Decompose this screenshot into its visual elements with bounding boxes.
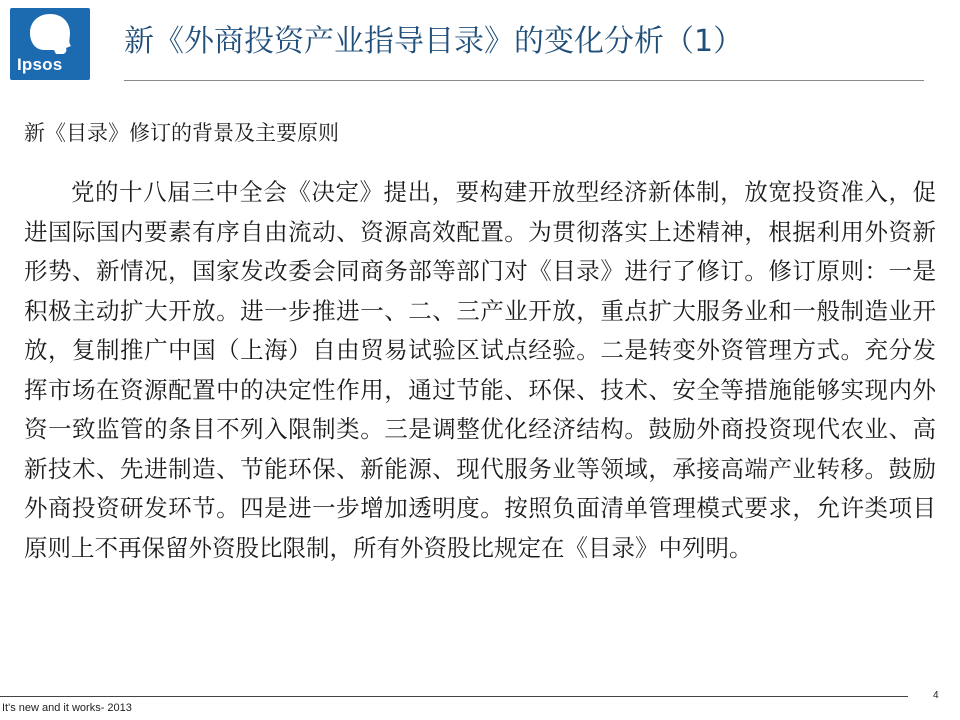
page-title: 新《外商投资产业指导目录》的变化分析（1）	[124, 24, 744, 59]
ipsos-logo	[10, 8, 90, 80]
title-divider	[124, 80, 924, 81]
section-heading: 新《目录》修订的背景及主要原则	[24, 121, 339, 145]
body-paragraph: 党的十八届三中全会《决定》提出，要构建开放型经济新体制，放宽投资准入，促进国际国内要素有序自由流动、资源高效配置。为贯彻落实上述精神，根据利用外资新形势、新情况，国家发改委会同商务部等部门对《目录》进行了修订。修订原则：一是积极主动扩大开放。进一步推进一、二、三产业开放，重点扩大服务业和一般制造业开放，复制推广中国（上海）自由贸易试验区试点经验。二是转变外资管理方式。充分发挥市场在资源配置中的决定性作用，通过节能、环保、技术、安全等措施能够实现内外资一致监管的条目不列入限制类。三是调整优化经济结构。鼓励外商投资现代农业、高新技术、先进制造、节能环保、新能源、现代服务业等领域，承接高端产业转移。鼓励外商投资研发环节。四是进一步增加透明度。按照负面清单管理模式要求，允许类项目原则上不再保留外资股比限制，所有外资股比规定在《目录》中列明。	[24, 178, 936, 562]
page-number: 4	[933, 690, 939, 701]
logo-wordmark: Ipsos	[17, 55, 63, 74]
footer-tagline: It's new and it works- 2013	[2, 702, 132, 714]
footer-divider	[0, 696, 908, 697]
